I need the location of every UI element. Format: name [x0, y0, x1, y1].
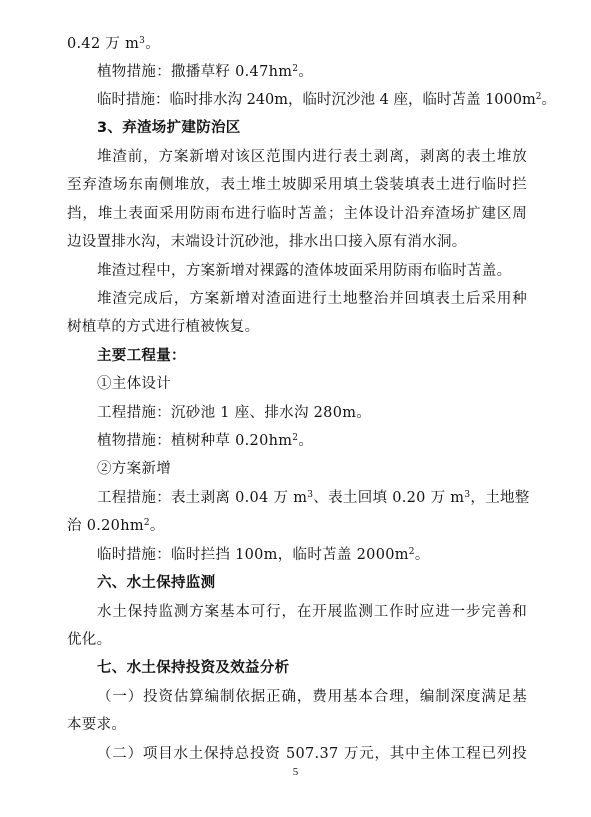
paragraph-line: 挡，堆土表面采用防雨布进行临时苫盖；主体设计沿弃渣场扩建区周: [67, 206, 527, 222]
text-line: 植物措施：植树种草 $0.20hm^2$。: [97, 433, 314, 449]
paragraph-line: 树植草的方式进行植被恢复。: [67, 319, 260, 335]
paragraph-line: 至弃渣场东南侧堆放，表土堆土坡脚采用填土袋装填表土进行临时拦: [67, 177, 527, 193]
text-line: 工程措施：表土剥离 0.04 万 $m^3$、表土回填 0.20 万 $m^3$，土地整: [97, 490, 530, 506]
text-line-2: 植物措施：撒播草籽 $0.47hm^2$。: [97, 64, 314, 80]
section-heading-3: 3、弃渣场扩建防治区: [97, 120, 241, 136]
subheading-quantities: 主要工程量：: [97, 348, 186, 364]
paragraph-line: 堆渣过程中，方案新增对裸露的渣体坡面采用防雨布临时苫盖。: [97, 263, 512, 279]
paragraph-line: 水土保持监测方案基本可行，在开展监测工作时应进一步完善和: [97, 604, 527, 620]
list-item-plan-new: ②方案新增: [97, 461, 171, 477]
section-heading-6: 六、水土保持监测: [97, 575, 216, 591]
text-line: 临时措施：临时拦挡 100m，临时苫盖 $2000m^2$。: [97, 547, 430, 563]
paragraph-line: （一）投资估算编制依据正确，费用基本合理，编制深度满足基: [97, 689, 527, 705]
page-number: 5: [292, 766, 299, 778]
paragraph-line: 本要求。: [67, 717, 127, 733]
text-line-3: 临时措施：临时排水沟 240m，临时沉沙池 4 座，临时苫盖 $1000m^2$。: [97, 92, 556, 108]
text-line: 治 $0.20hm^2$。: [67, 518, 165, 534]
paragraph-line: 堆渣前，方案新增对该区范围内进行表土剥离，剥离的表土堆放: [97, 149, 527, 165]
paragraph-line: 堆渣完成后，方案新增对渣面进行土地整治并回填表土后采用种: [97, 291, 527, 307]
paragraph-line: 优化。: [67, 632, 112, 648]
list-item-main-design: ①主体设计: [97, 376, 171, 392]
text-line-1: 0.42 万 $m^3$。: [67, 36, 160, 52]
section-heading-7: 七、水土保持投资及效益分析: [97, 660, 290, 676]
paragraph-line: 边设置排水沟，末端设计沉砂池，排水出口接入原有消水洞。: [67, 234, 467, 250]
text-line: 工程措施：沉砂池 1 座、排水沟 280m。: [97, 405, 372, 421]
paragraph-line: （二）项目水土保持总投资 507.37 万元，其中主体工程已列投: [97, 746, 527, 762]
